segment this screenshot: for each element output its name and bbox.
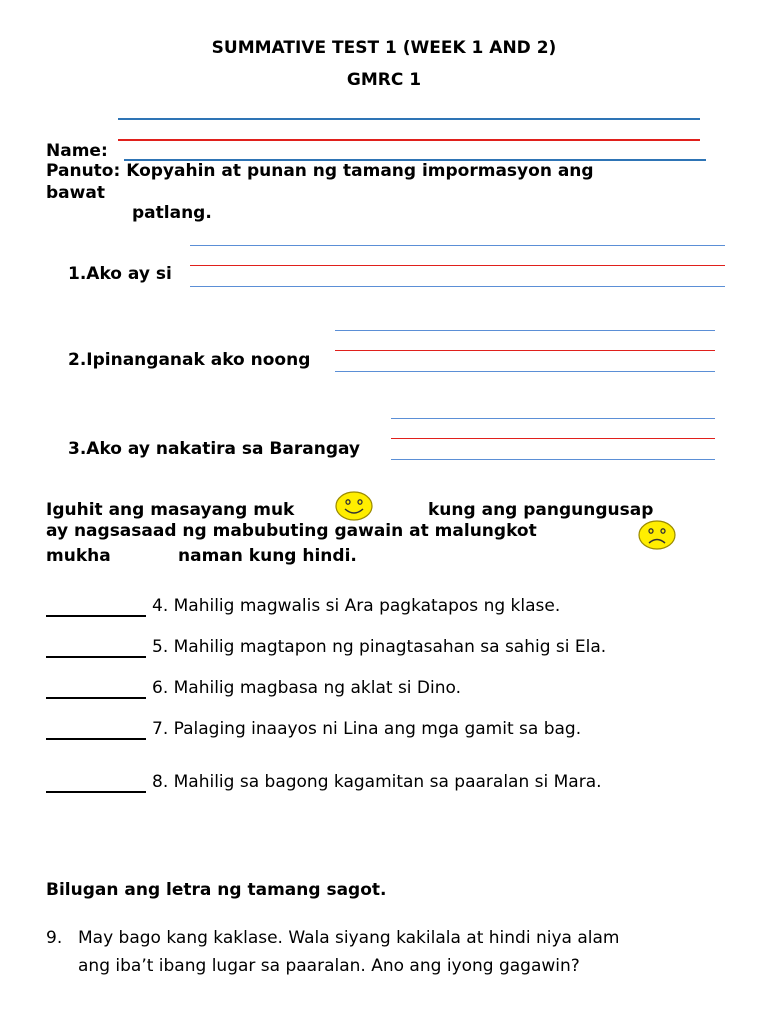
subject-title: GMRC 1	[346, 70, 422, 90]
draw-instructions-line1b: kung ang pangungusap	[428, 500, 654, 520]
writing-line-top	[118, 118, 700, 120]
fill-item-2: 2.Ipinanganak ako noong	[68, 350, 311, 370]
item1-answer-line[interactable]	[190, 286, 725, 287]
instructions-line1: Panuto: Kopyahin at punan ng tamang impormasyon ang	[46, 161, 594, 181]
statement-5: 5. Mahilig magtapon ng pinagtasahan sa sahig si Ela.	[152, 637, 607, 657]
statement-8: 8. Mahilig sa bagong kagamitan sa paaralan si Mara.	[152, 772, 602, 792]
item3-answer-line[interactable]	[391, 459, 715, 460]
answer-blank-5[interactable]	[46, 656, 146, 658]
answer-blank-6[interactable]	[46, 697, 146, 699]
question9-number: 9.	[46, 928, 63, 948]
item2-line-top	[335, 330, 715, 331]
draw-instructions-line2: ay nagsasaad ng mabubuting gawain at malungkot	[46, 521, 537, 541]
section2-heading: Bilugan ang letra ng tamang sagot.	[46, 880, 387, 900]
instructions-line3: patlang.	[132, 203, 212, 223]
item1-line-middle	[190, 265, 725, 266]
fill-item-3: 3.Ako ay nakatira sa Barangay	[68, 439, 361, 459]
writing-line-middle	[118, 139, 700, 141]
statement-6: 6. Mahilig magbasa ng aklat si Dino.	[152, 678, 462, 698]
name-label: Name:	[46, 141, 108, 161]
instructions-line2: bawat	[46, 183, 105, 203]
sad-face-icon	[638, 520, 676, 550]
answer-blank-8[interactable]	[46, 791, 146, 793]
item2-answer-line[interactable]	[335, 371, 715, 372]
page-title: SUMMATIVE TEST 1 (WEEK 1 AND 2)	[211, 38, 557, 58]
answer-blank-4[interactable]	[46, 615, 146, 617]
happy-face-icon	[335, 491, 373, 521]
statement-4: 4. Mahilig magwalis si Ara pagkatapos ng klase.	[152, 596, 561, 616]
question9-line1: May bago kang kaklase. Wala siyang kakilala at hindi niya alam	[78, 928, 620, 948]
statement-7: 7. Palaging inaayos ni Lina ang mga gamit sa bag.	[152, 719, 582, 739]
draw-instructions-line3a: mukha	[46, 546, 111, 566]
draw-instructions-line3b: naman kung hindi.	[178, 546, 357, 566]
item2-line-middle	[335, 350, 715, 351]
item3-line-middle	[391, 438, 715, 439]
item1-line-top	[190, 245, 725, 246]
fill-item-1: 1.Ako ay si	[68, 264, 172, 284]
item3-line-top	[391, 418, 715, 419]
question9-line2: ang iba’t ibang lugar sa paaralan. Ano ang iyong gagawin?	[78, 956, 580, 976]
draw-instructions-line1a: Iguhit ang masayang muk	[46, 500, 295, 520]
answer-blank-7[interactable]	[46, 738, 146, 740]
